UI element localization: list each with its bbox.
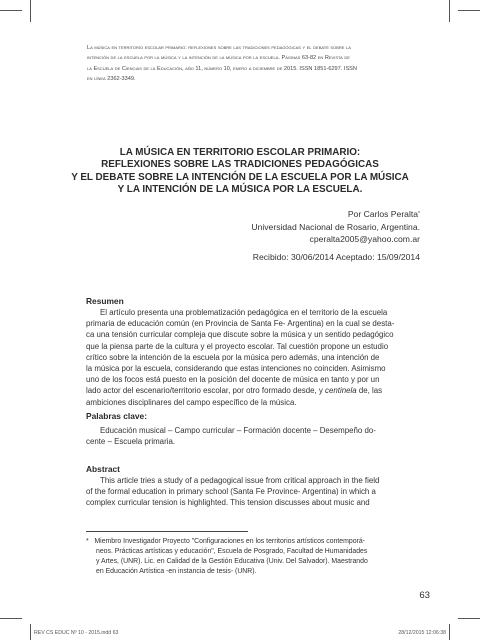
abstract-line: This article tries a study of a pedagogical issue from critical approach in the field	[100, 476, 380, 485]
crop-mark	[30, 624, 31, 640]
abstract-line: of the formal education in primary school (Santa Fe Province- Argentina) in which a	[86, 487, 376, 497]
article-title	[70, 147, 410, 197]
abstract-heading: Abstract	[86, 464, 120, 474]
keywords-line: Educación musical – Campo curricular – Formación docente – Desempeño do-	[100, 426, 376, 435]
crop-mark	[449, 624, 450, 640]
resumen-line: primaria de educación común (en Provincia de Santa Fe- Argentina) en la cual se desta-	[86, 319, 395, 329]
palabras-clave-body	[86, 425, 419, 447]
title-line: REFLEXIONES SOBRE LAS TRADICIONES PEDAGÓGICAS	[101, 159, 379, 171]
crop-mark	[30, 0, 31, 22]
crop-mark	[458, 618, 480, 619]
footnote-line: Miembro Investigador Proyecto "Configuraciones en los territorios artísticos contemporá-	[94, 538, 365, 545]
resumen-line: ambiciones disciplinares del campo específico de la música.	[86, 397, 297, 407]
crop-mark	[458, 10, 480, 11]
resumen-line-text: lado actor del escenario/territorio escolar, por otro formado desde, y	[86, 386, 326, 396]
citation-line: intención de la escuela por la música y la intención de la música por la escuela. Páginas 63-82 en Revista de	[87, 55, 350, 62]
resumen-body	[86, 307, 419, 408]
citation-line: La música en territorio escolar primario: reflexiones sobre las tradiciones pedagógicas y el debate sobre la	[87, 45, 351, 51]
resumen-line: la música por la escuela, considerando que estas intenciones no coinciden. Asimismo	[86, 364, 386, 374]
footnote-divider	[86, 531, 248, 532]
italic-word: centinela	[325, 386, 357, 396]
citation-header	[87, 43, 430, 84]
resumen-line: crítico sobre la intención de la escuela por la música pero además, una intención de	[86, 352, 380, 362]
crop-mark	[449, 0, 450, 22]
resumen-line: ca una tensión curricular compleja que discute sobre la música y un sentido pedagógico	[86, 330, 394, 340]
author-institution: Universidad Nacional de Rosario, Argentina.	[251, 221, 420, 232]
keywords-line: cente – Escuela primaria.	[86, 437, 176, 447]
citation-line: en línea 2362-3349.	[87, 75, 136, 82]
resumen-line: uno de los focos está puesto en la posición del docente de música en tanto y por un	[86, 375, 380, 385]
citation-line: la Escuela de Ciencias de la Educación, año 11, número 10, enero a diciembre de 2015. ISSN 1851-6297. ISSN	[87, 65, 357, 72]
print-slug-file: REV CS EDUC Nº 10 - 2015.indd 63	[34, 630, 119, 636]
author-email: cperalta2005@yahoo.com.ar	[309, 234, 420, 244]
author-footnote-mark: *	[418, 211, 420, 217]
print-slug-timestamp: 28/12/2015 12:06:38	[398, 630, 446, 636]
abstract-line: complex curricular tension is highlighted. This tension discusses about music and	[86, 498, 370, 508]
resumen-line: El artículo presenta una problematización pedagógica en el territorio de la escuela	[100, 308, 388, 317]
received-accepted-dates: Recibido: 30/06/2014 Aceptado: 15/09/2014	[252, 252, 420, 262]
resumen-heading: Resumen	[86, 296, 124, 306]
abstract-body	[86, 475, 419, 509]
resumen-line: que la piensa parte de la cultura y el proyecto escolar. Tal cuestión propone un estudio	[86, 341, 389, 351]
page-number: 63	[419, 590, 430, 601]
footnote-line: en Educación Artística -en instancia de tesis- (UNR).	[96, 568, 257, 575]
resumen-line-end: de, las	[356, 386, 383, 396]
crop-mark	[0, 618, 22, 619]
author-block	[251, 208, 420, 246]
footnote	[86, 537, 426, 577]
crop-mark	[0, 10, 22, 11]
title-line: LA MÚSICA EN TERRITORIO ESCOLAR PRIMARIO:	[119, 147, 361, 158]
title-line: Y LA INTENCIÓN DE LA MÚSICA POR LA ESCUELA.	[117, 184, 363, 196]
title-line: Y EL DEBATE SOBRE LA INTENCIÓN DE LA ESCUELA POR LA MÚSICA	[71, 171, 409, 183]
resumen-line	[86, 385, 419, 396]
palabras-clave-heading: Palabras clave:	[86, 411, 147, 421]
footnote-line: y Artes, (UNR). Lic. en Calidad de la Gestión Educativa (Univ. Del Salvador). Maestrando	[96, 558, 368, 565]
author-name: Por Carlos Peralta	[347, 209, 419, 219]
footnote-mark: *	[86, 538, 89, 545]
footnote-line: neos. Prácticas artísticas y educación", Escuela de Posgrado, Facultad de Humanidades	[96, 548, 368, 555]
